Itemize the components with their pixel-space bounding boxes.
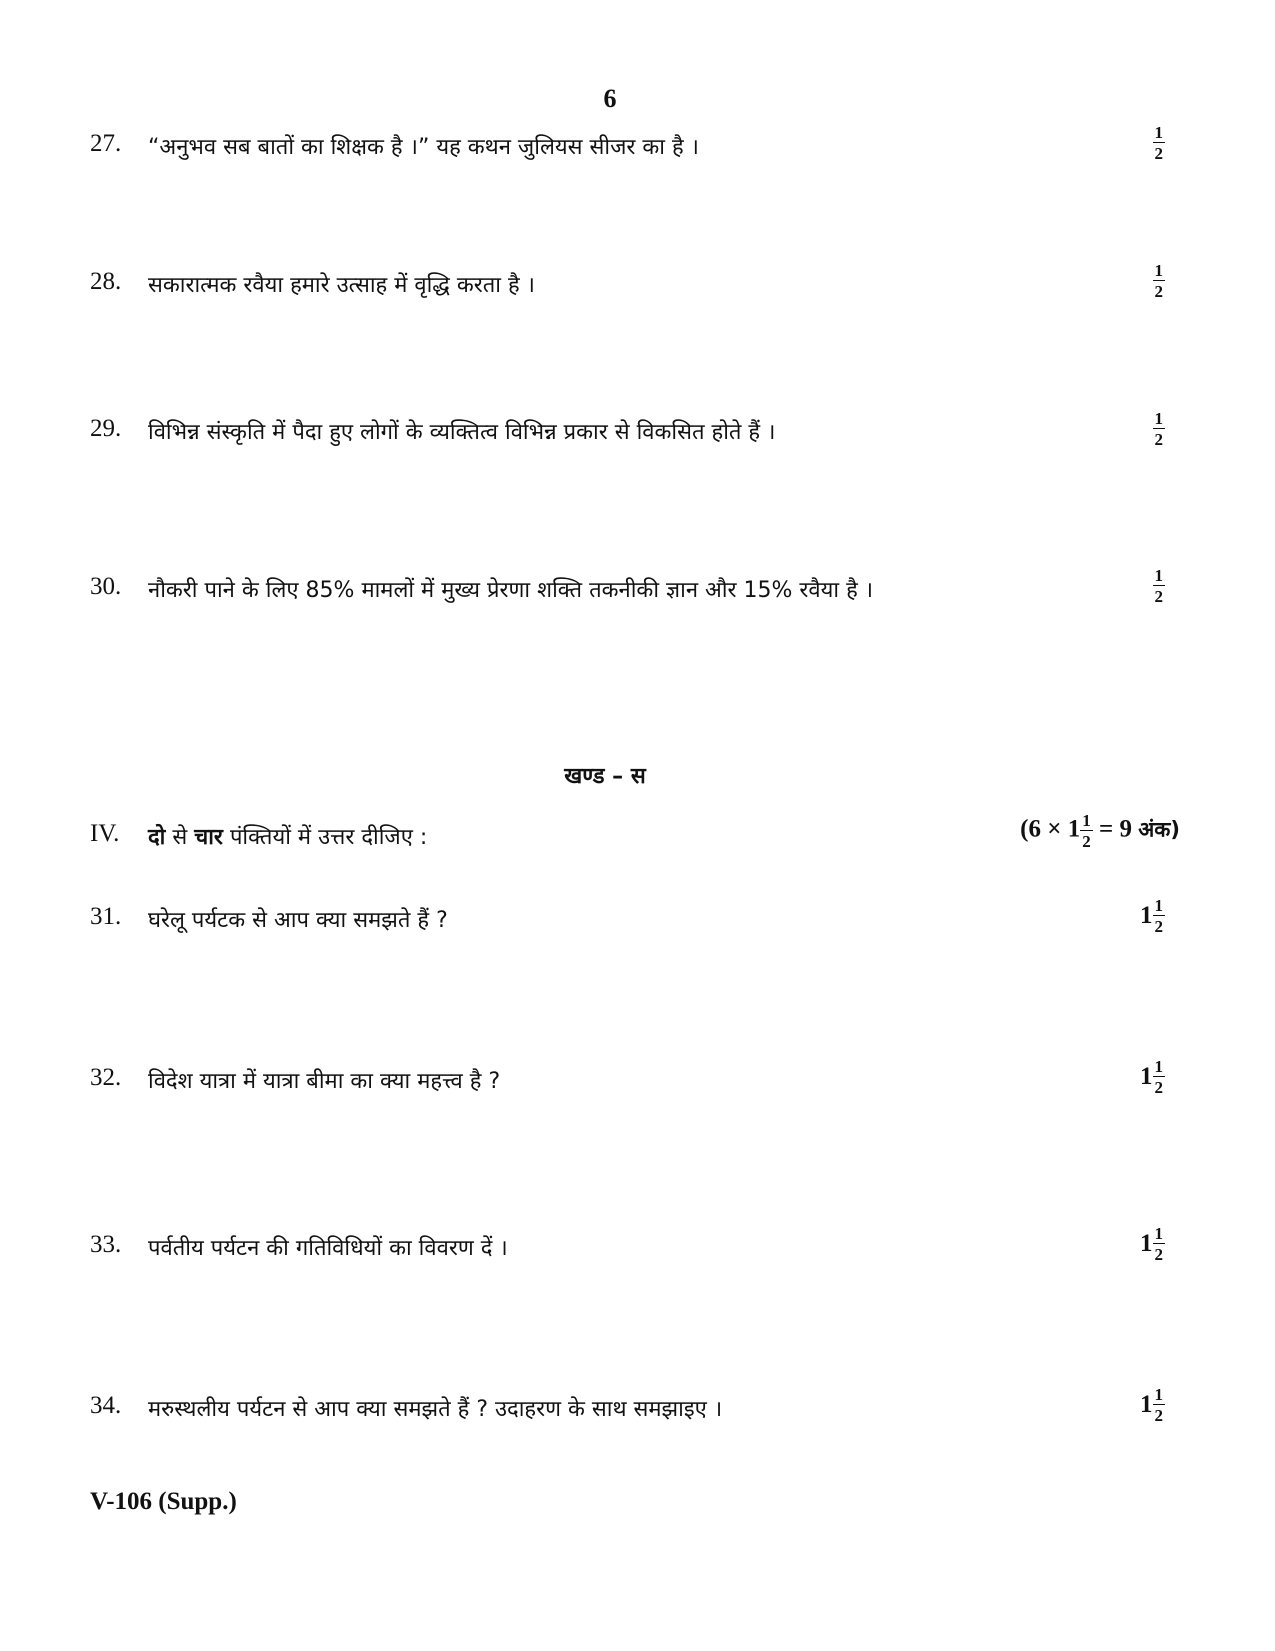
fraction-denominator: 2	[1154, 1406, 1163, 1425]
fraction-denominator: 2	[1154, 587, 1163, 606]
fraction-numerator: 1	[1154, 896, 1163, 915]
question-number: 27.	[90, 130, 122, 157]
question-text: पर्वतीय पर्यटन की गतिविधियों का विवरण दें ।	[148, 1236, 508, 1261]
question-marks	[1085, 1058, 1165, 1096]
page-number: 6	[603, 84, 617, 113]
question-number: 29.	[90, 415, 122, 442]
fraction-numerator: 1	[1154, 1385, 1163, 1404]
question-marks	[1085, 124, 1165, 162]
fraction-denominator: 2	[1154, 1078, 1163, 1097]
total-suffix: = 9	[1098, 815, 1132, 843]
fraction	[1153, 1386, 1166, 1424]
fraction-denominator: 2	[1154, 430, 1163, 449]
fraction-numerator: 1	[1154, 409, 1163, 428]
question-marks	[1085, 410, 1165, 448]
question-marks	[1085, 897, 1165, 935]
fraction	[1080, 812, 1093, 850]
instruction-word: से	[172, 825, 188, 850]
section-heading: खण्ड – स	[564, 764, 646, 789]
fraction-numerator: 1	[1082, 811, 1091, 830]
fraction-numerator: 1	[1154, 261, 1163, 280]
instruction-bold-word: चार	[194, 825, 223, 850]
fraction	[1153, 567, 1166, 605]
question-marks	[1085, 567, 1165, 605]
fraction	[1153, 262, 1166, 300]
question-number: 32.	[90, 1064, 122, 1091]
fraction-denominator: 2	[1154, 917, 1163, 936]
fraction-numerator: 1	[1154, 566, 1163, 585]
instruction-rest: पंक्तियों में उत्तर दीजिए :	[229, 825, 428, 850]
fraction	[1153, 1058, 1166, 1096]
question-marks	[1085, 1225, 1165, 1263]
question-marks	[1085, 262, 1165, 300]
question-text: विदेश यात्रा में यात्रा बीमा का क्या महत्त्व है ?	[148, 1069, 501, 1094]
question-text: मरुस्थलीय पर्यटन से आप क्या समझते हैं ? उदाहरण के साथ समझाइए ।	[148, 1397, 723, 1422]
paper-code-footer: V-106 (Supp.)	[90, 1488, 237, 1515]
question-text: सकारात्मक रवैया हमारे उत्साह में वृद्धि करता है ।	[148, 273, 535, 298]
fraction-denominator: 2	[1082, 832, 1091, 851]
section-instruction	[148, 821, 427, 851]
fraction-numerator: 1	[1154, 1224, 1163, 1243]
question-number: 30.	[90, 573, 122, 600]
marks-whole: 1	[1140, 1063, 1153, 1090]
question-number: 33.	[90, 1231, 122, 1258]
marks-whole: 1	[1140, 902, 1153, 929]
fraction	[1153, 124, 1166, 162]
fraction-denominator: 2	[1154, 1245, 1163, 1264]
question-number: 28.	[90, 268, 122, 295]
section-roman-number: IV.	[90, 820, 120, 847]
total-unit: अंक)	[1138, 817, 1180, 842]
question-text: “अनुभव सब बातों का शिक्षक है ।” यह कथन जुलियस सीजर का है ।	[148, 135, 699, 160]
question-number: 31.	[90, 903, 122, 930]
instruction-bold-word: दो	[148, 825, 166, 850]
question-text: नौकरी पाने के लिए 85% मामलों में मुख्य प्रेरणा शक्ति तकनीकी ज्ञान और 15% रवैया है ।	[148, 578, 874, 603]
fraction	[1153, 410, 1166, 448]
marks-whole: 1	[1140, 1391, 1153, 1418]
question-text: घरेलू पर्यटक से आप क्या समझते हैं ?	[148, 908, 448, 933]
fraction-denominator: 2	[1154, 144, 1163, 163]
section-total-marks	[960, 812, 1180, 850]
marks-whole: 1	[1140, 1230, 1153, 1257]
question-number: 34.	[90, 1392, 122, 1419]
total-prefix: (6 × 1	[1020, 815, 1081, 843]
fraction	[1153, 1225, 1166, 1263]
fraction-denominator: 2	[1154, 282, 1163, 301]
fraction-numerator: 1	[1154, 1057, 1163, 1076]
fraction	[1153, 897, 1166, 935]
question-marks	[1085, 1386, 1165, 1424]
fraction-numerator: 1	[1154, 123, 1163, 142]
question-text: विभिन्न संस्कृति में पैदा हुए लोगों के व्यक्तित्व विभिन्न प्रकार से विकसित होते हैं ।	[148, 420, 776, 445]
